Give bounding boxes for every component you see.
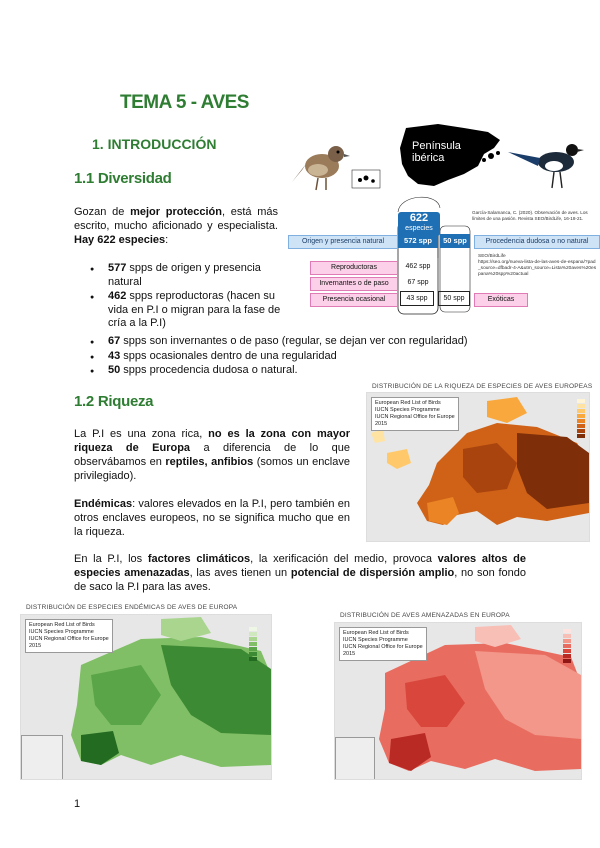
threatened-map-title: DISTRIBUCIÓN DE AVES AMENAZADAS EN EUROPA [340, 612, 510, 619]
sparrow-icon [292, 146, 350, 190]
list-item: ● 43 spps ocasionales dentro de una regularidad [88, 350, 528, 364]
total-species-badge: 622 especies [398, 212, 440, 236]
legend-swatch [563, 644, 571, 648]
legend-swatch [577, 429, 585, 433]
legend-swatch [577, 414, 585, 418]
doubtful-count-box: 50 spp [440, 234, 470, 248]
richness-map [366, 392, 590, 542]
richness-map-legend [577, 399, 585, 438]
threatened-map-legend [563, 629, 571, 663]
species-list-short [88, 262, 288, 332]
amenazadas-paragraph: En la P.I, los factores climáticos, la xerificación del medio, provoca valores altos de especies amenazadas, las aves tienen un potencial de dispersión amplio, no son fondo de saco la P.I para las aves. [74, 553, 527, 593]
ocasional-label: Presencia ocasional [310, 293, 398, 307]
species-list-long [88, 335, 528, 379]
legend-swatch [577, 409, 585, 413]
document-title: TEMA 5 - AVES [120, 92, 249, 113]
legend-swatch [577, 399, 585, 403]
section-heading: 1. INTRODUCCIÓN [92, 136, 217, 152]
intro-paragraph: Gozan de mejor protección, está más escrito, mucho aficionado y especialista. Hay 622 especies: [74, 206, 278, 246]
legend-swatch [249, 647, 257, 651]
seo-reference: SEO/BirdLife https://seo.org/nueva-lista-de-las-aves-de-espana/?pad_source=dfbadr-4-A&utm_source=Lista%20aves%20espana%20spp%20actual [478, 254, 597, 277]
legend-swatch [577, 434, 585, 438]
legend-swatch [249, 642, 257, 646]
subsection-heading-diversidad: 1.1 Diversidad [74, 170, 172, 187]
legend-swatch [563, 629, 571, 633]
endemic-map-legend [249, 627, 257, 661]
origin-natural-label: Origen y presencia natural [288, 235, 398, 249]
richness-map-title: DISTRIBUCIÓN DE LA RIQUEZA DE ESPECIES DE AVES EUROPEAS [372, 383, 593, 390]
species-infographic [288, 118, 600, 318]
richness-map-source: European Red List of Birds IUCN Species Programme IUCN Regional Office for Europe 2015 [371, 397, 459, 431]
natural-count-box: 572 spp [398, 234, 438, 248]
legend-swatch [249, 632, 257, 636]
legend-swatch [249, 637, 257, 641]
legend-swatch [577, 404, 585, 408]
legend-swatch [577, 419, 585, 423]
threatened-map-inset [335, 737, 375, 780]
list-item: ● 50 spps procedencia dudosa o natural. [88, 364, 528, 378]
threatened-map-source: European Red List of Birds IUCN Species Programme IUCN Regional Office for Europe 2015 [339, 627, 427, 661]
endemic-map-source: European Red List of Birds IUCN Species Programme IUCN Regional Office for Europe 2015 [25, 619, 113, 653]
list-item: ● 577 spps de origen y presencia natural [88, 262, 288, 289]
legend-swatch [563, 654, 571, 658]
legend-swatch [563, 659, 571, 663]
legend-swatch [563, 639, 571, 643]
endemic-map-title: DISTRIBUCIÓN DE ESPECIES ENDÉMICAS DE AVES DE EUROPA [26, 604, 238, 611]
magpie-icon [508, 144, 584, 188]
riqueza-paragraph: La P.I es una zona rica, no es la zona con mayor riqueza de Europa a diferencia de lo que observábamos en reptiles, anfibios (somos un enclave privilegiado). [74, 428, 350, 482]
page-number: 1 [74, 798, 81, 810]
invernantes-value: 67 spp [407, 279, 429, 286]
legend-swatch [563, 649, 571, 653]
exoticas-value: 50 spp [438, 291, 470, 306]
endemic-map [20, 614, 272, 780]
invernantes-label: Invernantes o de paso [310, 277, 398, 291]
threatened-map [334, 622, 582, 780]
reproductoras-value: 462 spp [405, 263, 431, 270]
list-item: ● 67 spps son invernantes o de paso (regular, se dejan ver con regularidad) [88, 335, 528, 349]
list-item: ● 462 spps reproductoras (hacen su vida en P.I o migran para la fase de cría a la P.I) [88, 290, 288, 331]
subsection-heading-riqueza: 1.2 Riqueza [74, 393, 154, 410]
legend-swatch [249, 657, 257, 661]
legend-swatch [563, 634, 571, 638]
infographic-citation: García-Salamanca, C. (2020). Observación de aves. Los límites de una pasión. Revista SEO/BirdLife, 16-18-21. [472, 210, 588, 221]
exoticas-label: Exóticas [474, 293, 528, 307]
reproductoras-label: Reproductoras [310, 261, 398, 275]
legend-swatch [249, 627, 257, 631]
doubtful-origin-label: Procedencia dudosa o no natural [474, 235, 600, 249]
endemicas-paragraph: Endémicas: valores elevados en la P.I, pero también en otros enclaves europeos, no se significa mucho que en la riqueza. [74, 498, 350, 538]
ocasional-value: 43 spp [400, 291, 434, 306]
peninsula-label: Península ibérica [412, 140, 461, 164]
legend-swatch [577, 424, 585, 428]
endemic-map-inset [21, 735, 63, 780]
legend-swatch [249, 652, 257, 656]
